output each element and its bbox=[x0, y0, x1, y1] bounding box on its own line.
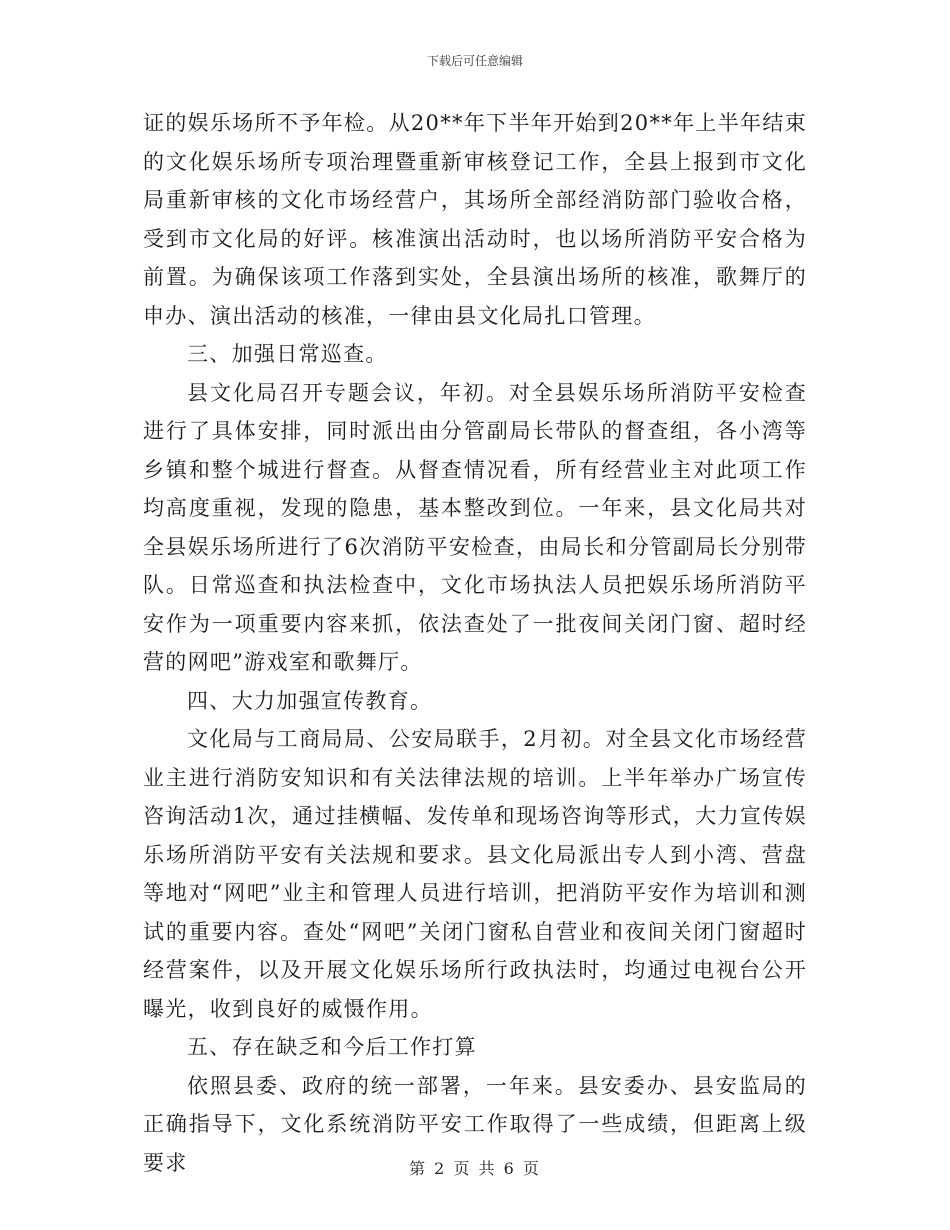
paragraph-education: 文化局与工商局局、公安局联手，2月初。对全县文化市场经营业主进行消防安知识和有关法律法规的培训。上半年举办广场宣传咨询活动1次，通过挂横幅、发传单和现场咨询等形式，大力宣传娱乐场所消防平安有关法规和要求。县文化局派出专人到小湾、营盘等地对“网吧”业主和管理人员进行培训，把消防平安作为培训和测试的重要内容。查处“网吧”关闭门窗私自营业和夜间关闭门窗超时经营案件，以及开展文化娱乐场所行政执法时，均通过电视台公开曝光，收到良好的威慑作用。 bbox=[143, 727, 807, 1021]
paragraph-continuation: 证的娱乐场所不予年检。从20**年下半年开始到20**年上半年结束的文化娱乐场所专项治理暨重新审核登记工作，全县上报到市文化局重新审核的文化市场经营户，其场所全部经消防部门验收合格，受到市文化局的好评。核准演出活动时，也以场所消防平安合格为前置。为确保该项工作落到实处，全县演出场所的核准，歌舞厅的申办、演出活动的核准，一律由县文化局扎口管理。 bbox=[143, 111, 807, 328]
paragraph-inspection: 县文化局召开专题会议，年初。对全县娱乐场所消防平安检查进行了具体安排，同时派出由分管副局长带队的督查组，各小湾等乡镇和整个城进行督查。从督查情况看，所有经营业主对此项工作均高度重视，发现的隐患，基本整改到位。一年来，县文化局共对全县娱乐场所进行了6次消防平安检查，由局长和分管副局长分别带队。日常巡查和执法检查中，文化市场执法人员把娱乐场所消防平安作为一项重要内容来抓，依法查处了一批夜间关闭门窗、超时经营的网吧”游戏室和歌舞厅。 bbox=[143, 380, 807, 674]
page-header-note: 下载后可任意编辑 bbox=[426, 54, 523, 68]
section-heading-3: 三、加强日常巡查。 bbox=[187, 342, 388, 366]
page-number: 第 2 页 共 6 页 bbox=[409, 1159, 541, 1178]
document-body bbox=[143, 104, 807, 1182]
paragraph-summary: 依照县委、政府的统一部署，一年来。县安委办、县安监局的正确指导下，文化系统消防平安工作取得了一些成绩，但距离上级要求 bbox=[143, 1073, 807, 1175]
section-heading-5: 五、存在缺乏和今后工作打算 bbox=[187, 1035, 477, 1059]
section-heading-4: 四、大力加强宣传教育。 bbox=[187, 688, 433, 713]
